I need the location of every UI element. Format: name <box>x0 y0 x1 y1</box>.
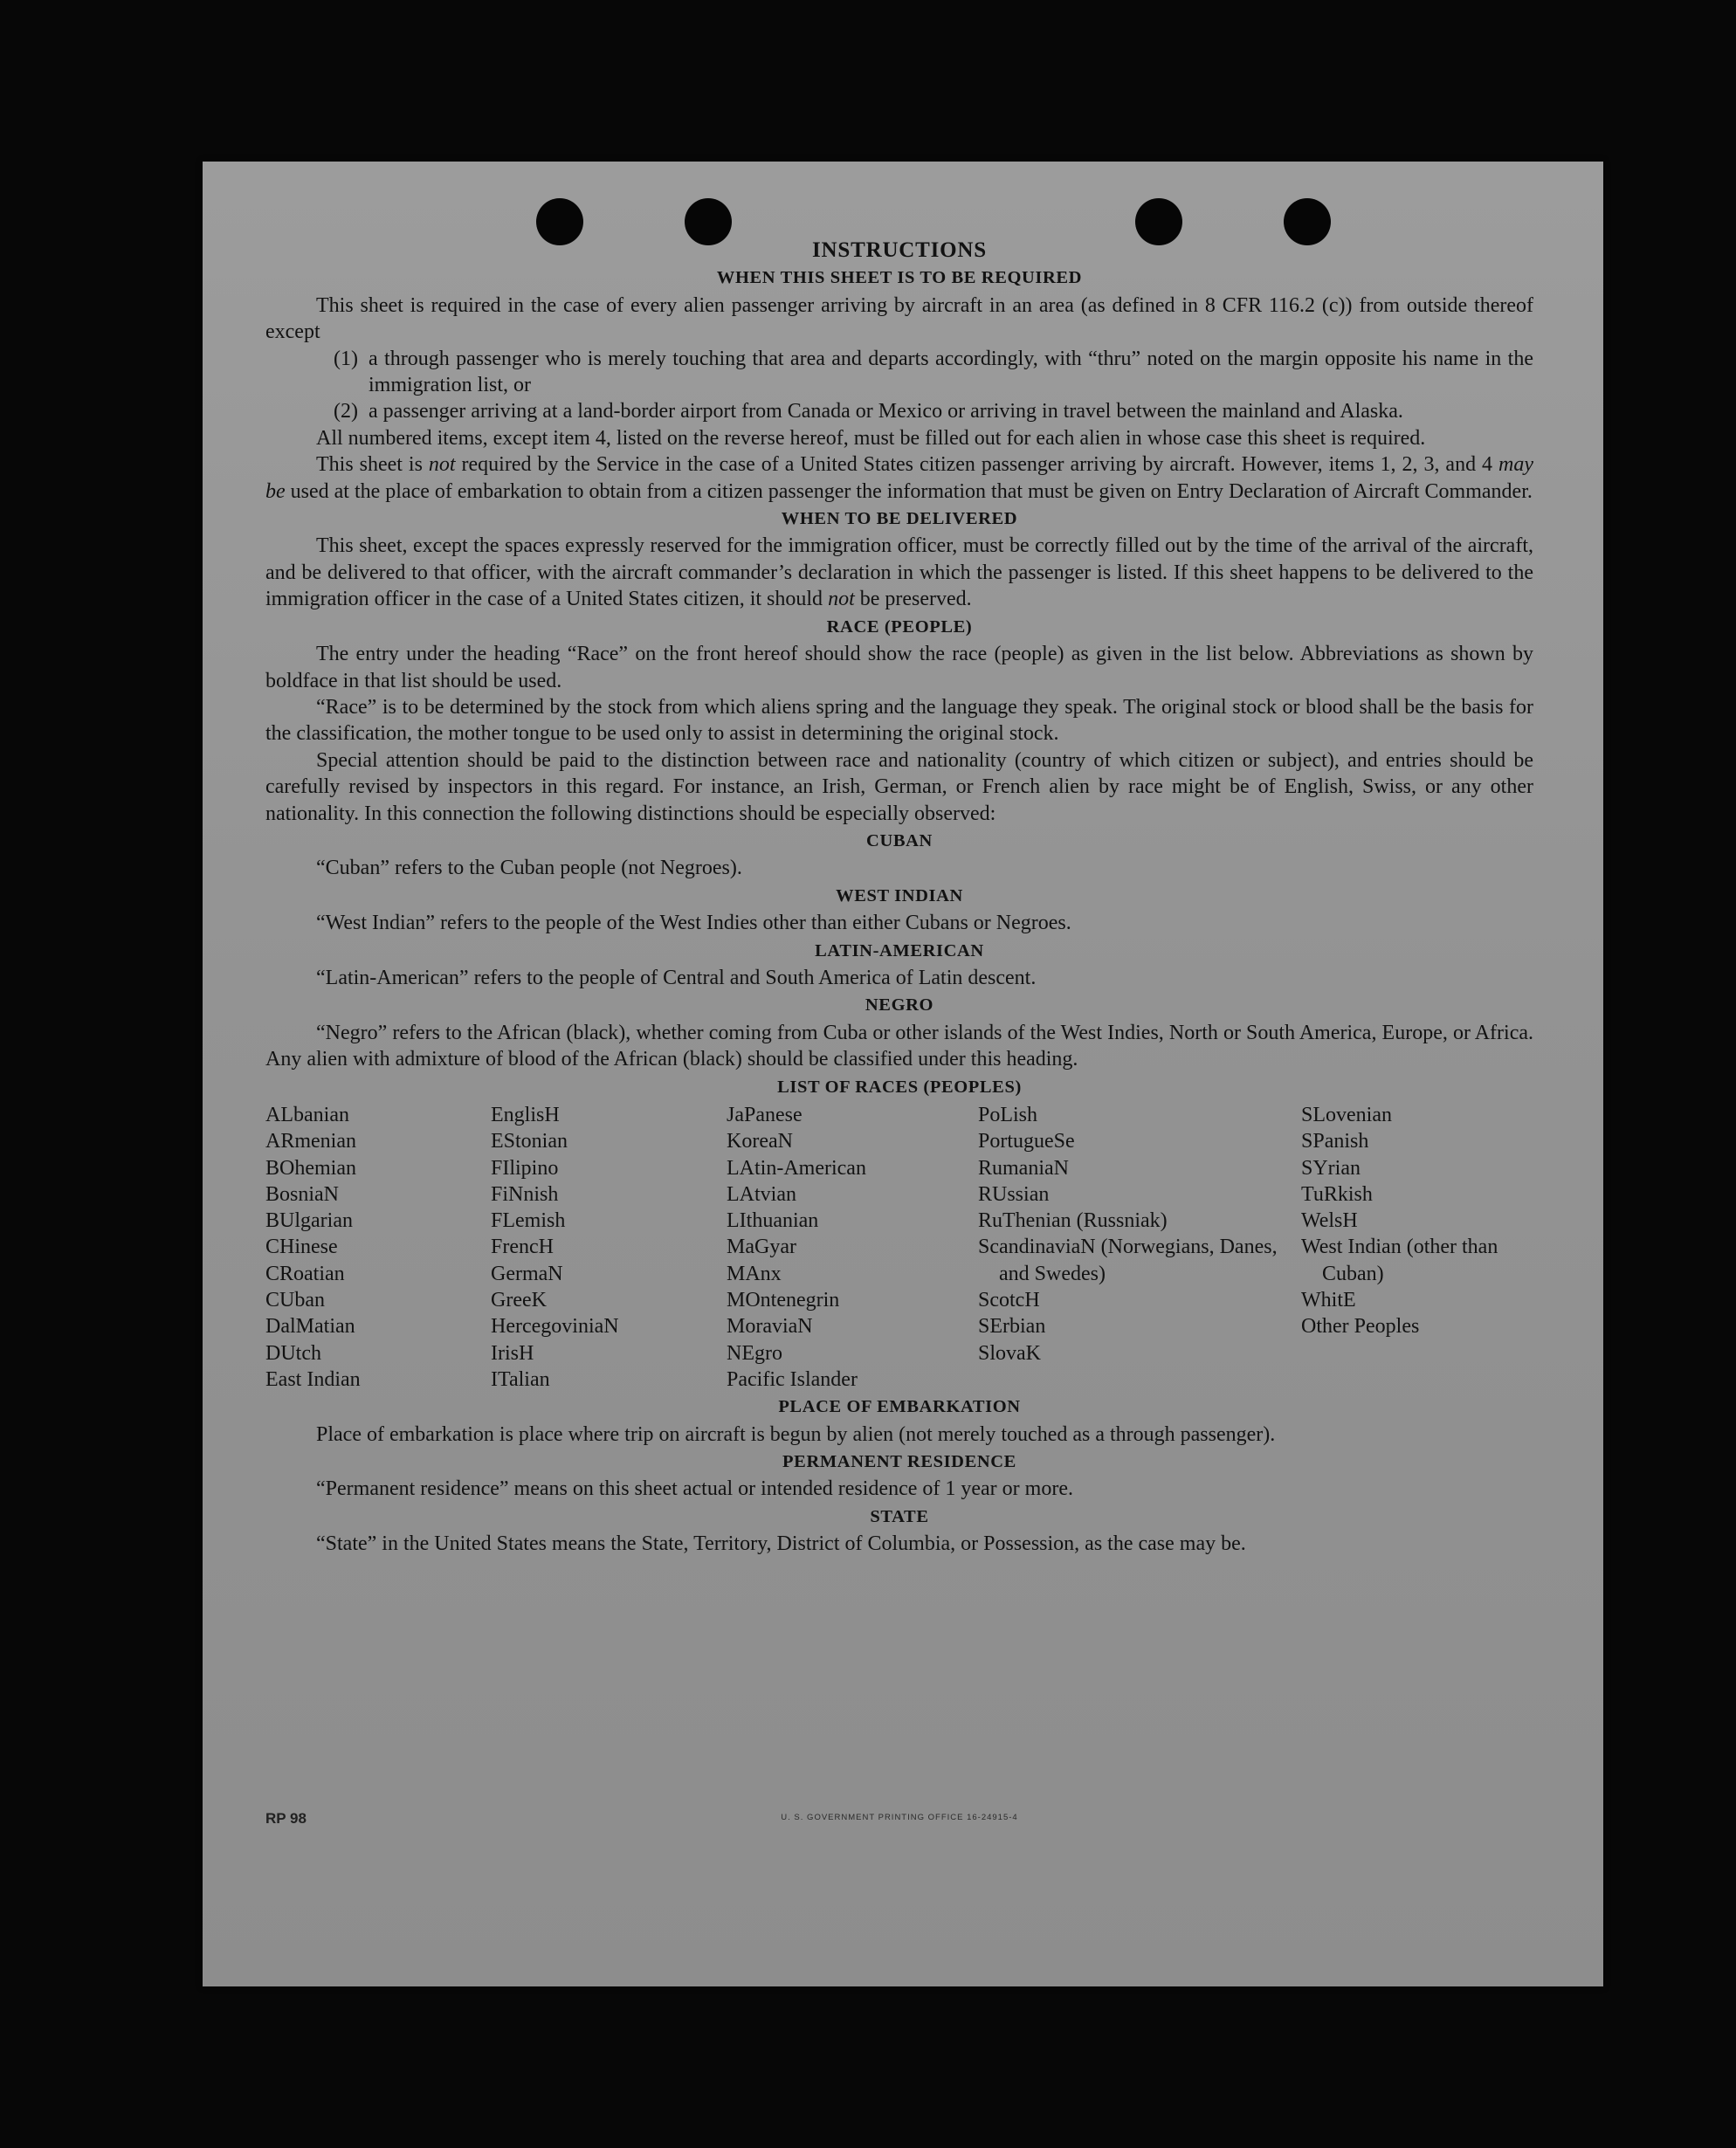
race-item: SlovaK <box>978 1341 1041 1365</box>
race-item: PortugueSe <box>978 1130 1075 1153</box>
race-paragraph-3: Special attention should be paid to the distinction between race and nationality (country of which citizen or subject), and entries should be carefully revised by inspectors in this regard. For instance, an Irish, German, or French alien by race might be of English, Swiss, or any other nationality. In this connection the following distinctions should be especially observed: <box>265 748 1533 825</box>
exception-text: a through passenger who is merely touching that area and departs accordingly, with “thru” noted on the margin opposite his name in the immigration list, or <box>369 347 1533 397</box>
section-heading-embarkation: PLACE OF EMBARKATION <box>778 1397 1021 1417</box>
footer <box>265 1810 1533 1836</box>
emphasis-not: not <box>828 588 855 611</box>
instruction-sheet <box>203 162 1603 1986</box>
race-column <box>491 1102 727 1393</box>
race-item: SLovenian <box>1301 1104 1392 1126</box>
race-item: GreeK <box>491 1289 547 1312</box>
citizen-text: used at the place of embarkation to obtain from a citizen passenger the information that must be given on Entry Declaration of Aircraft Commander. <box>285 479 1533 503</box>
race-item: FIlipino <box>491 1156 559 1180</box>
race-item: MoraviaN <box>727 1315 813 1339</box>
race-item: MAnx <box>727 1262 782 1285</box>
race-item: ScandinaviaN (Norwegians, Danes, and Swedes) <box>978 1236 1278 1285</box>
race-item: SErbian <box>978 1315 1046 1339</box>
printer-imprint: U. S. GOVERNMENT PRINTING OFFICE 16-24915-4 <box>781 1813 1018 1822</box>
citizen-text: required by the Service in the case of a United States citizen passenger arriving by aircraft. However, items 1, 2, 3, and 4 <box>455 453 1499 477</box>
race-item: Other Peoples <box>1301 1315 1420 1339</box>
race-item: JaPanese <box>727 1104 803 1126</box>
race-item: BosniaN <box>265 1182 339 1206</box>
race-item: LAtin-American <box>727 1156 866 1180</box>
residence-definition: “Permanent residence” means on this sheet actual or intended residence of 1 year or more. <box>316 1477 1073 1501</box>
section-heading-negro: NEGRO <box>865 995 934 1015</box>
section-heading-required: WHEN THIS SHEET IS TO BE REQUIRED <box>716 268 1083 288</box>
citizen-paragraph <box>265 451 1533 505</box>
race-item: West Indian (other than Cuban) <box>1301 1236 1498 1285</box>
race-item: PoLish <box>978 1104 1038 1126</box>
race-item: East Indian <box>265 1367 361 1391</box>
citizen-text: This sheet is <box>316 453 429 477</box>
race-item: DUtch <box>265 1341 321 1365</box>
section-heading-delivered: WHEN TO BE DELIVERED <box>781 509 1018 529</box>
race-paragraph-2: “Race” is to be determined by the stock from which aliens spring and the language they speak. The original stock or blood shall be the basis for the classification, the mother tongue to be used only to assist in determining the original stock. <box>265 695 1533 746</box>
race-item: WelsH <box>1301 1209 1358 1233</box>
race-item: ITalian <box>491 1367 550 1391</box>
race-item: EnglisH <box>491 1104 560 1126</box>
delivered-paragraph <box>265 533 1533 612</box>
section-heading-latin-american: LATIN-AMERICAN <box>815 940 984 960</box>
exception-text: a passenger arriving at a land-border airport from Canada or Mexico or arriving in travel between the mainland and Alaska. <box>369 400 1403 423</box>
race-item: RuThenian (Russniak) <box>978 1209 1168 1233</box>
race-column <box>978 1102 1301 1393</box>
required-intro: This sheet is required in the case of every alien passenger arriving by aircraft in an area (as defined in 8 CFR 116.2 (c)) from outside thereof except <box>265 293 1533 344</box>
form-number: RP 98 <box>265 1810 307 1827</box>
race-item: CHinese <box>265 1236 338 1259</box>
west-indian-definition: “West Indian” refers to the people of the West Indies other than either Cubans or Negroes. <box>316 912 1071 935</box>
race-item: KoreaN <box>727 1130 793 1153</box>
race-item: EStonian <box>491 1130 568 1153</box>
race-item: LIthuanian <box>727 1209 819 1233</box>
delivered-text: be preserved. <box>854 588 972 611</box>
race-column <box>265 1102 491 1393</box>
race-item: DalMatian <box>265 1315 355 1339</box>
page-title: INSTRUCTIONS <box>812 238 987 262</box>
cuban-definition: “Cuban” refers to the Cuban people (not Negroes). <box>316 857 742 880</box>
race-item: HercegoviniaN <box>491 1315 619 1339</box>
race-column <box>1301 1102 1533 1393</box>
race-item: SYrian <box>1301 1156 1361 1180</box>
section-heading-west-indian: WEST INDIAN <box>836 885 963 905</box>
race-item: BOhemian <box>265 1156 356 1180</box>
numbered-items-paragraph: All numbered items, except item 4, listed on the reverse hereof, must be filled out for each alien in whose case this sheet is required. <box>316 426 1426 450</box>
race-item: ScotcH <box>978 1289 1040 1312</box>
section-heading-cuban: CUBAN <box>866 830 933 850</box>
race-item: TuRkish <box>1301 1182 1373 1206</box>
race-item: NEgro <box>727 1341 782 1365</box>
race-item: BUlgarian <box>265 1209 353 1233</box>
race-list <box>265 1102 1533 1393</box>
race-item: RumaniaN <box>978 1156 1069 1180</box>
race-item: RUssian <box>978 1182 1050 1206</box>
race-item: FiNnish <box>491 1182 559 1206</box>
race-item: ALbanian <box>265 1104 349 1126</box>
latin-american-definition: “Latin-American” refers to the people of Central and South America of Latin descent. <box>316 966 1037 989</box>
race-item: SPanish <box>1301 1130 1369 1153</box>
race-item: FrencH <box>491 1236 554 1259</box>
state-definition: “State” in the United States means the State, Territory, District of Columbia, or Possession, as the case may be. <box>316 1532 1246 1556</box>
embarkation-definition: Place of embarkation is place where trip on aircraft is begun by alien (not merely touched as a through passenger). <box>316 1422 1276 1446</box>
race-item: FLemish <box>491 1209 566 1233</box>
race-item: CUban <box>265 1289 325 1312</box>
delivered-text: This sheet, except the spaces expressly reserved for the immigration officer, must be correctly filled out by the time of the arrival of the aircraft, and be delivered to that officer, with the aircraft commander’s declaration in which the passenger is listed. If this sheet happens to be delivered to the immigration officer in the case of a United States citizen, it should <box>265 534 1533 611</box>
race-item: IrisH <box>491 1341 534 1365</box>
race-column <box>727 1102 978 1393</box>
race-item: LAtvian <box>727 1182 796 1206</box>
exception-item <box>265 398 1533 424</box>
race-item: GermaN <box>491 1262 563 1285</box>
emphasis-not: not <box>428 453 456 477</box>
exception-number: (2) <box>334 400 358 423</box>
emphasis-may-be: may be <box>265 453 1533 503</box>
race-paragraph-1: The entry under the heading “Race” on the front hereof should show the race (people) as given in the list below. Abbreviations as shown by boldface in that list should be used. <box>265 643 1533 692</box>
race-item: MaGyar <box>727 1236 796 1259</box>
exception-item <box>265 346 1533 399</box>
exception-number: (1) <box>334 347 358 370</box>
document-body <box>265 237 1533 1558</box>
section-heading-residence: PERMANENT RESIDENCE <box>782 1452 1016 1472</box>
race-item: MOntenegrin <box>727 1289 840 1312</box>
race-item: ARmenian <box>265 1130 356 1153</box>
section-heading-race-list: LIST OF RACES (PEOPLES) <box>777 1077 1022 1097</box>
section-heading-race: RACE (PEOPLE) <box>826 616 973 637</box>
negro-definition: “Negro” refers to the African (black), whether coming from Cuba or other islands of the West Indies, North or South America, Europe, or Africa. Any alien with admixture of blood of the African (black) should be classified under this heading. <box>265 1021 1533 1071</box>
section-heading-state: STATE <box>870 1506 929 1526</box>
race-item: CRoatian <box>265 1262 345 1285</box>
race-item: Pacific Islander <box>727 1367 858 1391</box>
race-item: WhitE <box>1301 1289 1356 1312</box>
